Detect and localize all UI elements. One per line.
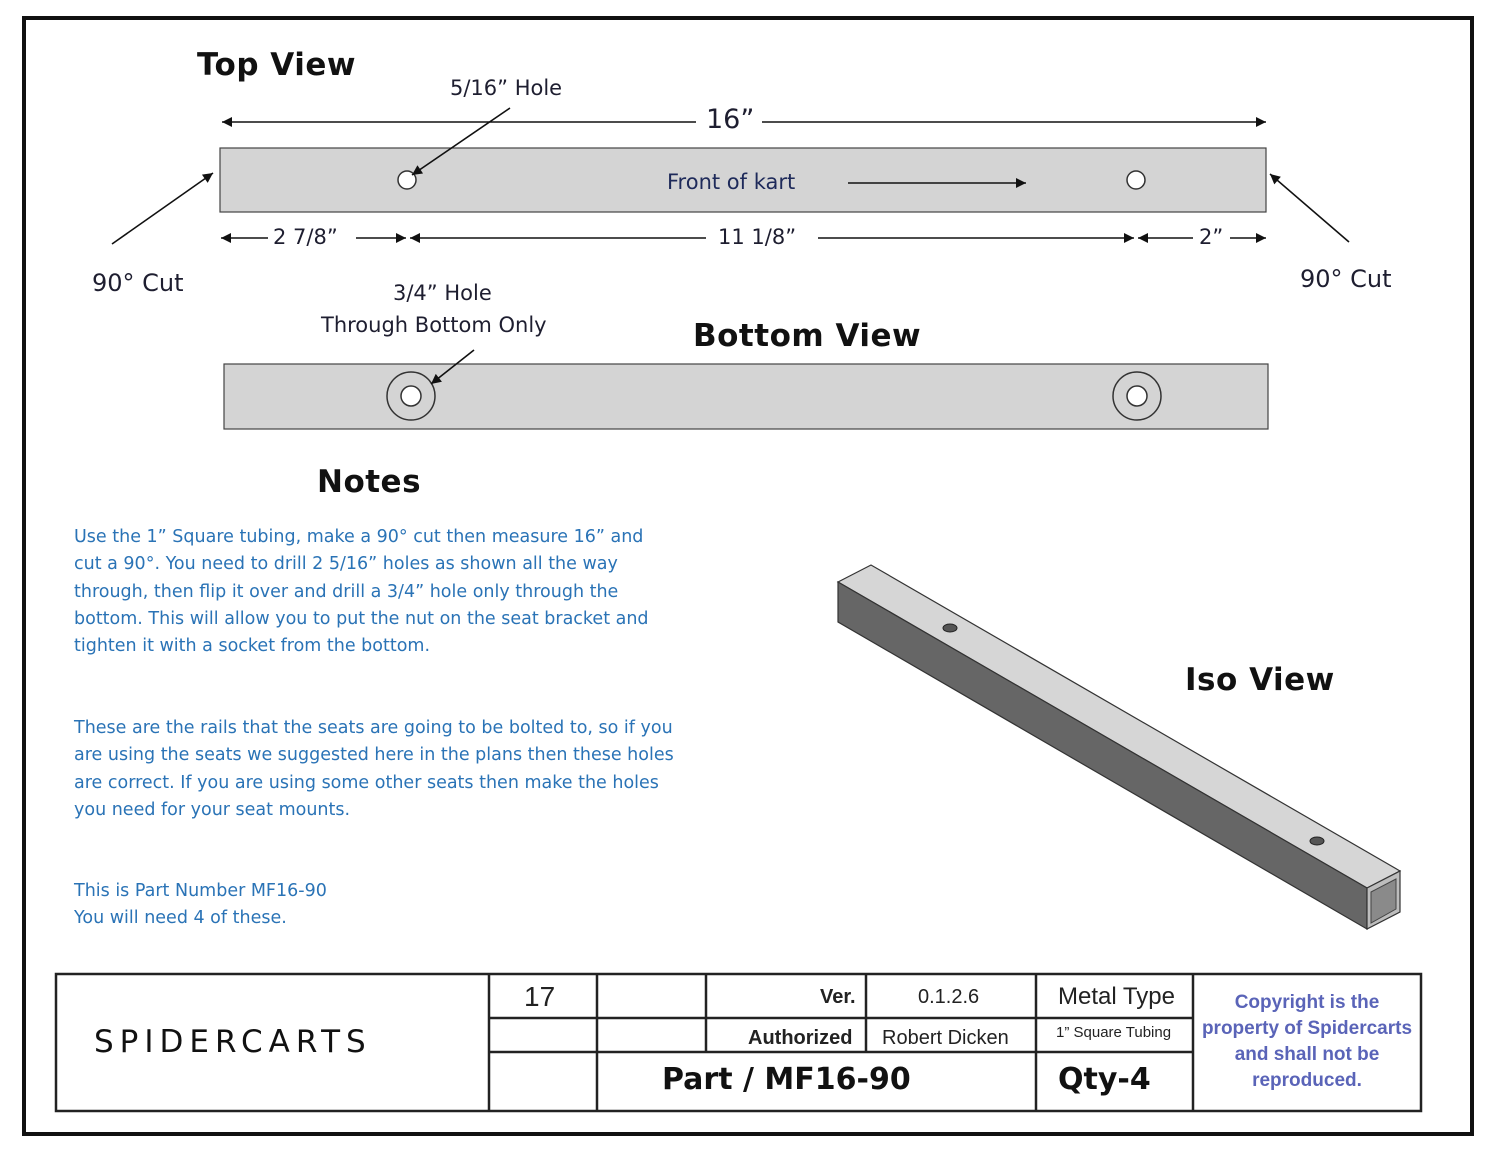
authorized-value: Robert Dicken xyxy=(882,1027,1009,1049)
bottom-view-title: Bottom View xyxy=(693,318,922,354)
dim-right-label: 2” xyxy=(1199,225,1224,249)
overall-length-label: 16” xyxy=(706,104,755,135)
metal-type-value: 1” Square Tubing xyxy=(1056,1024,1172,1041)
front-of-kart-label: Front of kart xyxy=(667,170,796,194)
iso-hole-left xyxy=(943,624,957,632)
dim-middle-label: 11 1/8” xyxy=(718,225,797,249)
ver-value: 0.1.2.6 xyxy=(918,986,980,1008)
top-hole-right xyxy=(1127,171,1145,189)
top-hole-label: 5/16” Hole xyxy=(450,76,563,100)
notes-paragraph-1: Use the 1” Square tubing, make a 90° cut then measure 16” and cut a 90°. You need to drill 2 5/16” holes as shown all the way through, then flip it over and drill a 3/4” hole only through the bottom. This will allow you to put the nut on the seat bracket and tighten it with a socket from the bottom. xyxy=(74,527,649,657)
bottom-hole-left xyxy=(401,386,421,406)
cut-left-arrow xyxy=(112,173,213,244)
bottom-hole-label-line2: Through Bottom Only xyxy=(321,313,547,337)
quantity: Qty-4 xyxy=(1058,1062,1151,1097)
ver-label: Ver. xyxy=(820,986,856,1008)
bottom-view-tube xyxy=(224,364,1268,429)
bottom-hole-label-line1: 3/4” Hole xyxy=(393,281,492,305)
copyright-notice: Copyright is the property of Spidercarts and shall not be reproduced. xyxy=(1201,992,1413,1091)
dim-left-label: 2 7/8” xyxy=(273,225,338,249)
bottom-hole-right xyxy=(1127,386,1147,406)
authorized-label: Authorized xyxy=(748,1027,853,1049)
notes-title: Notes xyxy=(317,464,422,500)
iso-view-title: Iso View xyxy=(1185,662,1335,698)
cut-right-arrow xyxy=(1270,174,1349,242)
notes-quantity: You will need 4 of these. xyxy=(74,908,287,928)
part-number: Part / MF16-90 xyxy=(662,1062,911,1097)
iso-hole-right xyxy=(1310,837,1324,845)
iso-view-tube xyxy=(838,565,1400,929)
notes-part-number: This is Part Number MF16-90 xyxy=(74,881,327,901)
notes-paragraph-2: These are the rails that the seats are going to be bolted to, so if you are using the seats we suggested here in the plans then these holes are correct. If you are using some other seats then make the holes you need for your seat mounts. xyxy=(74,718,674,820)
cut-right-label: 90° Cut xyxy=(1300,265,1392,293)
cut-left-label: 90° Cut xyxy=(92,269,184,297)
metal-type-label: Metal Type xyxy=(1058,983,1175,1010)
sheet-number: 17 xyxy=(524,981,556,1012)
iso-side-face xyxy=(838,582,1367,929)
top-view-title: Top View xyxy=(197,47,357,83)
bottom-view xyxy=(224,350,1268,429)
brand-name: SPIDERCARTS xyxy=(94,1024,372,1060)
